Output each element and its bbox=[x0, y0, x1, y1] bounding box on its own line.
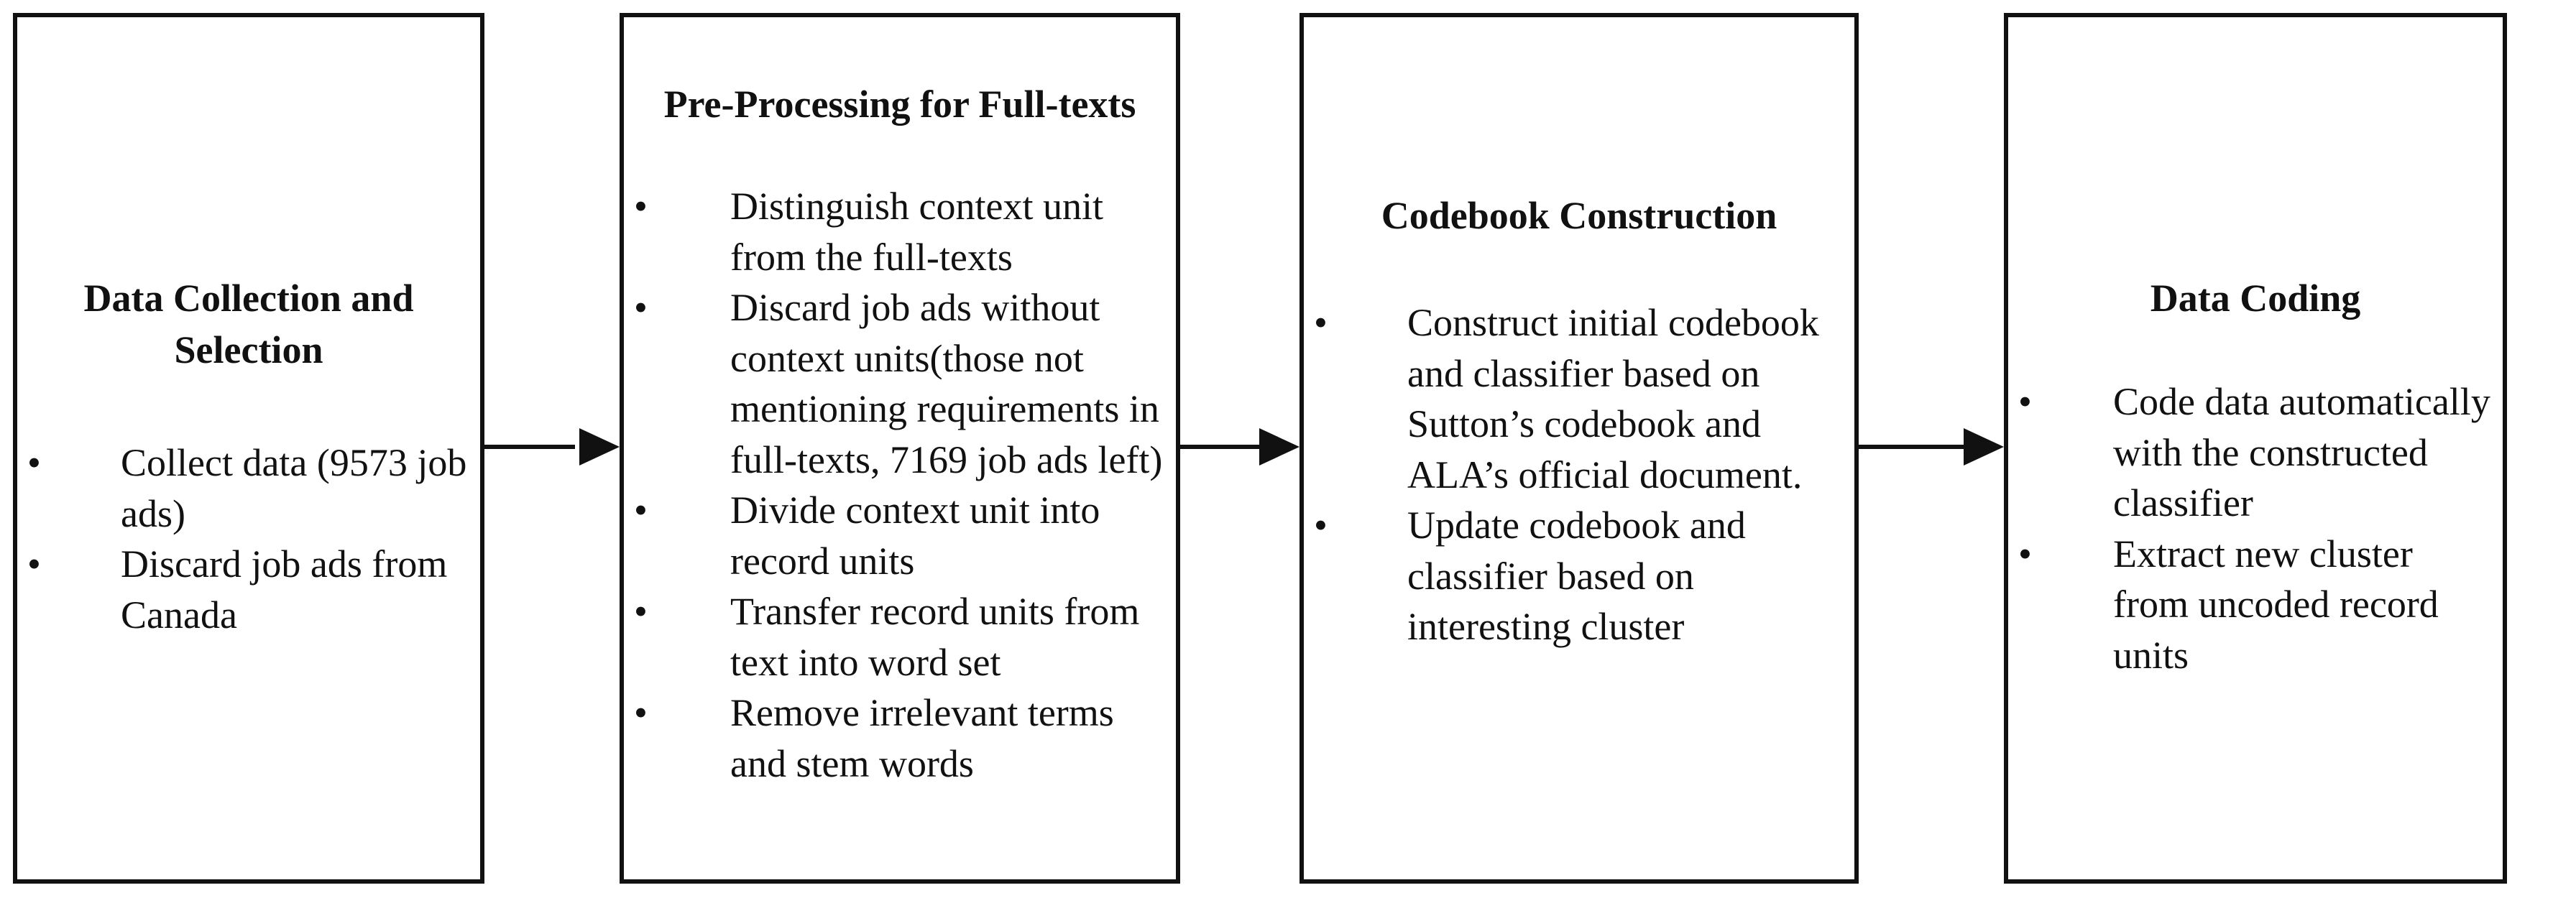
bullet-icon: • bbox=[1314, 504, 1328, 547]
bullet-icon: • bbox=[1314, 301, 1328, 344]
list-item bbox=[624, 586, 1176, 688]
step-box-codebook-construction bbox=[1300, 13, 1859, 884]
list-item-text: Discard job ads without context units(those not mentioning requirements in full-texts, 7169 job ads left) bbox=[730, 286, 1163, 481]
bullet-icon: • bbox=[27, 542, 41, 585]
step-title: Codebook Construction bbox=[1381, 194, 1777, 237]
list-item-text: Update codebook and classifier based on interesting cluster bbox=[1407, 504, 1746, 648]
list-item-text: Transfer record units from text into word set bbox=[730, 590, 1140, 684]
list-item bbox=[1304, 297, 1854, 500]
list-item-text: Remove irrelevant terms and stem words bbox=[730, 691, 1114, 785]
step-item-list bbox=[2008, 376, 2503, 680]
list-item bbox=[2008, 529, 2503, 681]
bullet-icon: • bbox=[2018, 532, 2032, 575]
list-item bbox=[2008, 376, 2503, 529]
list-item bbox=[17, 539, 480, 640]
bullet-icon: • bbox=[634, 286, 648, 329]
arrow-2-to-3 bbox=[1180, 428, 1300, 466]
bullet-icon: • bbox=[634, 185, 648, 228]
arrow-3-to-4 bbox=[1859, 428, 2004, 466]
list-item-text: Distinguish context unit from the full-texts bbox=[730, 185, 1103, 279]
list-item-text: Divide context unit into record units bbox=[730, 489, 1100, 583]
list-item-text: Collect data (9573 job ads) bbox=[121, 441, 467, 535]
step-box-data-coding bbox=[2004, 13, 2507, 884]
bullet-icon: • bbox=[634, 489, 648, 532]
list-item bbox=[624, 282, 1176, 485]
step-item-list bbox=[17, 438, 480, 640]
bullet-icon: • bbox=[634, 691, 648, 734]
step-box-pre-processing bbox=[620, 13, 1180, 884]
arrow-1-to-2 bbox=[484, 428, 620, 466]
list-item-text: Extract new cluster from uncoded record units bbox=[2113, 532, 2439, 677]
step-item-list bbox=[1304, 297, 1854, 652]
step-box-data-collection bbox=[13, 13, 484, 884]
step-title: Pre-Processing for Full-texts bbox=[663, 83, 1136, 126]
list-item bbox=[1304, 500, 1854, 652]
list-item bbox=[624, 485, 1176, 586]
bullet-icon: • bbox=[2018, 380, 2032, 423]
step-title: Data Collection and Selection bbox=[83, 277, 414, 371]
list-item-text: Construct initial codebook and classifier based on Sutton’s codebook and ALA’s official document. bbox=[1407, 301, 1819, 496]
list-item-text: Code data automatically with the constructed classifier bbox=[2113, 380, 2490, 524]
list-item-text: Discard job ads from Canada bbox=[121, 542, 448, 637]
step-title: Data Coding bbox=[2150, 277, 2361, 320]
list-item bbox=[624, 688, 1176, 789]
bullet-icon: • bbox=[634, 590, 648, 633]
list-item bbox=[17, 438, 480, 539]
list-item bbox=[624, 181, 1176, 282]
step-item-list bbox=[624, 181, 1176, 789]
bullet-icon: • bbox=[27, 441, 41, 484]
